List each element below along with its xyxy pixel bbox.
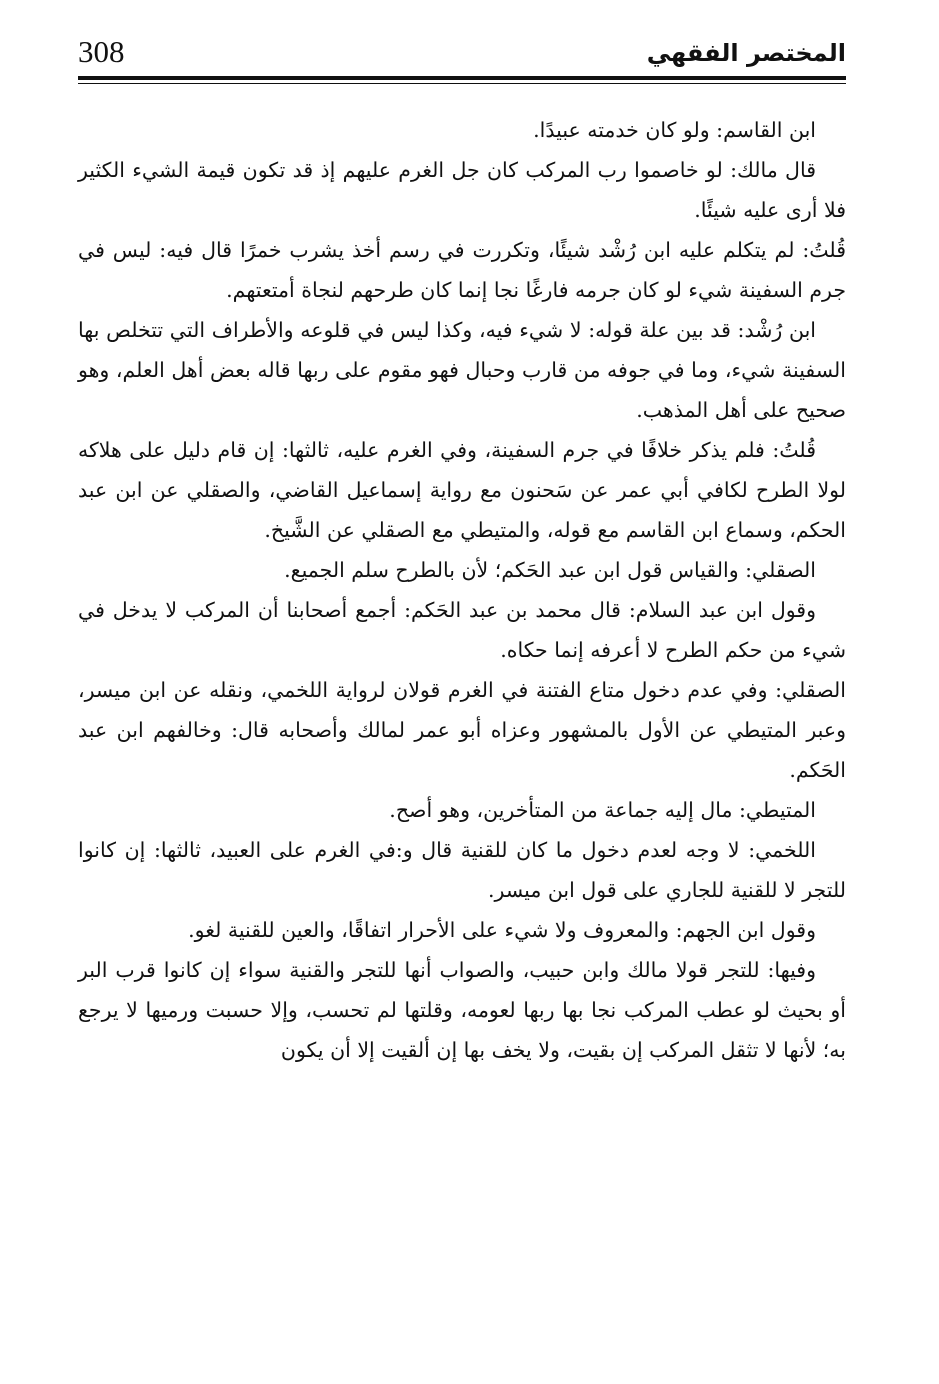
paragraph: الصقلي: والقياس قول ابن عبد الحَكم؛ لأن بالطرح سلم الجميع.	[284, 558, 816, 582]
paragraph: قُلتُ: فلم يذكر خلافًا في جرم السفينة، وفي الغرم عليه، ثالثها: إن قام دليل على هلاكه لولا الطرح لكافي أبي عمر عن سَحنون مع رواية إسماعيل القاضي، والصقلي عن ابن عبد الحكم، وسماع ابن القاسم مع قوله، والمتيطي مع الصقلي عن الشَّيخ.	[78, 438, 846, 542]
paragraph: قُلتُ: لم يتكلم عليه ابن رُشْد شيئًا، وتكررت في رسم أخذ يشرب خمرًا قال فيه: ليس في جرم السفينة شيء لو كان جرمه فارغًا نجا إنما كان طرحهم لنجاة أمتعتهم.	[78, 238, 846, 302]
running-title: المختصر الفقهي	[646, 39, 846, 67]
paragraph: وفيها: للتجر قولا مالك وابن حبيب، والصواب أنها للتجر والقنية سواء إن كانوا قرب البر أو بحيث لو عطب المركب نجا بها ربها لعومه، وقلتها لم تحسب، وإلا حسبت ورميها لا يرجع به؛ لأنها لا تثقل المركب إن بقيت، ولا يخف بها إن ألقيت إلا أن يكون	[78, 958, 846, 1062]
paragraph: المتيطي: مال إليه جماعة من المتأخرين، وهو أصح.	[389, 798, 816, 822]
paragraph: ابن القاسم: ولو كان خدمته عبيدًا.	[533, 118, 816, 142]
body-text	[78, 110, 846, 1070]
paragraph: وقول ابن الجهم: والمعروف ولا شيء على الأحرار اتفاقًا، والعين للقنية لغو.	[188, 918, 816, 942]
page-header	[78, 28, 846, 86]
header-rule-thick	[78, 76, 846, 80]
paragraph: ابن رُشْد: قد بين علة قوله: لا شيء فيه، وكذا ليس في قلوعه والأطراف التي تتخلص بها السفينة شيء، وما في جوفه من قارب وحبال فهو مقوم على ربها قاله بعض أهل العلم، وهو صحيح على أهل المذهب.	[78, 318, 846, 422]
paragraph: الصقلي: وفي عدم دخول متاع الفتنة في الغرم قولان لرواية اللخمي، ونقله عن ابن ميسر، وعبر المتيطي عن الأول بالمشهور وعزاه أبو عمر لمالك وأصحابه قال: وخالفهم ابن عبد الحَكم.	[78, 678, 846, 782]
page-number: 308	[78, 34, 125, 69]
header-rule-thin	[78, 83, 846, 84]
paragraph: اللخمي: لا وجه لعدم دخول ما كان للقنية قال و:في الغرم على العبيد، ثالثها: إن كانوا للتجر لا للقنية للجاري على قول ابن ميسر.	[78, 838, 846, 902]
paragraph: وقول ابن عبد السلام: قال محمد بن عبد الحَكم: أجمع أصحابنا أن المركب لا يدخل في شيء من حكم الطرح لا أعرفه إنما حكاه.	[78, 598, 846, 662]
paragraph: قال مالك: لو خاصموا رب المركب كان جل الغرم عليهم إذ قد تكون قيمة الشيء الكثير فلا أرى عليه شيئًا.	[78, 158, 846, 222]
